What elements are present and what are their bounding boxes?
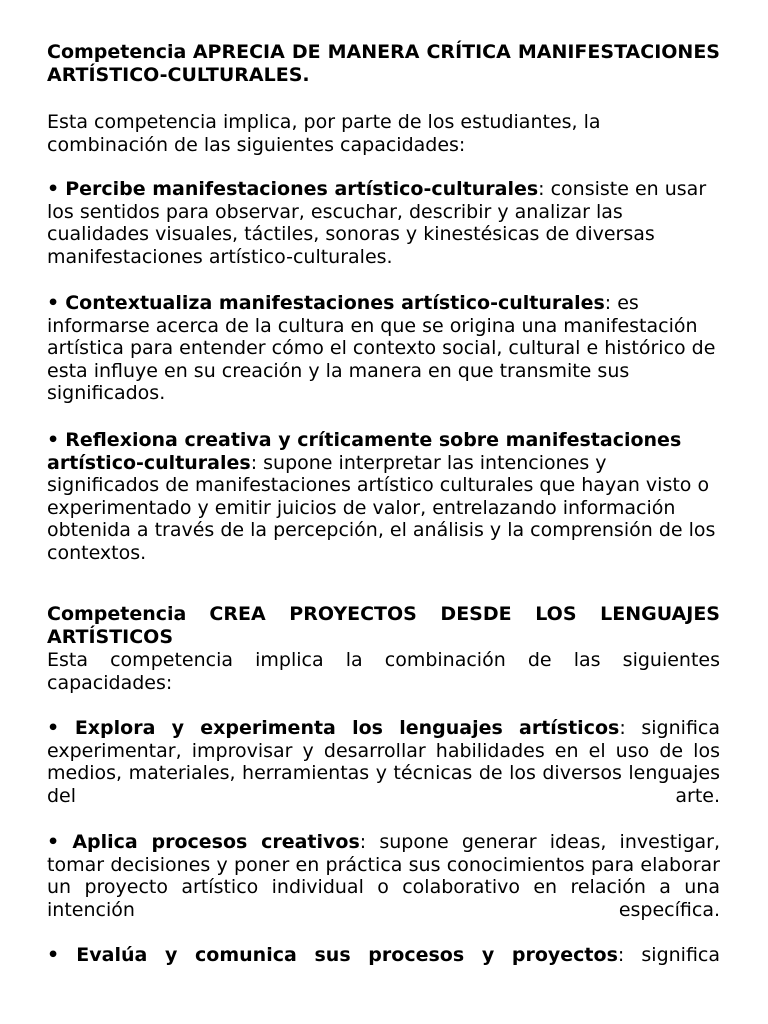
capacity-title: Aplica procesos creativos <box>72 831 360 853</box>
bullet: • <box>47 944 60 966</box>
capacity-item <box>47 944 720 967</box>
capacity-title: Reflexiona creativa y críticamente sobre manifestaciones artístico-culturales <box>47 429 682 474</box>
capacity-title: Contextualiza manifestaciones artístico-culturales <box>65 292 605 314</box>
capacity-item <box>47 831 720 921</box>
section1-intro: Esta competencia implica, por parte de los estudiantes, la combinación de las siguientes capacidades: <box>47 111 601 156</box>
section2-heading-prefix: Competencia <box>47 603 187 625</box>
section1-heading-prefix: Competencia <box>47 41 187 63</box>
capacity-title: Explora y experimenta los lenguajes artísticos <box>74 717 620 739</box>
capacity-text: : significa <box>617 944 721 966</box>
capacity-text: : supone generar ideas, investigar, tomar decisiones y poner en práctica sus conocimientos para elaborar un proyecto artístico individual o colaborativo en relación a una intención específica. <box>47 831 720 921</box>
capacity-item <box>47 292 720 405</box>
section1-heading <box>47 41 720 86</box>
bullet: • <box>47 429 60 451</box>
capacity-title: Percibe manifestaciones artístico-culturales <box>65 178 539 200</box>
section1-heading-title: APRECIA DE MANERA CRÍTICA MANIFESTACIONES ARTÍSTICO-CULTURALES. <box>47 41 720 86</box>
section2-intro: Esta competencia implica la combinación de las siguientes capacidades: <box>47 649 720 694</box>
section2-heading-title: CREA PROYECTOS DESDE LOS LENGUAJES ARTÍSTICOS <box>47 603 720 648</box>
capacity-text: : es informarse acerca de la cultura en que se origina una manifestación artística para entender cómo el contexto social, cultural e histórico de esta influye en su creación y la manera en que transmite sus significados. <box>47 292 716 405</box>
bullet: • <box>47 831 60 853</box>
capacity-item <box>47 178 720 268</box>
bullet: • <box>47 717 60 739</box>
bullet: • <box>47 292 60 314</box>
capacity-item <box>47 717 720 807</box>
bullet: • <box>47 178 60 200</box>
capacity-text: : consiste en usar los sentidos para observar, escuchar, describir y analizar las cualidades visuales, táctiles, sonoras y kinestésicas de diversas manifestaciones artístico-culturales. <box>47 178 707 268</box>
capacity-text: : supone interpretar las intenciones y significados de manifestaciones artístico culturales que hayan visto o experimentado y emitir juicios de valor, entrelazando información obtenida a través de la percepción, el análisis y la comprensión de los contextos. <box>47 451 716 564</box>
capacity-text: : significa experimentar, improvisar y desarrollar habilidades en el uso de los medios, materiales, herramientas y técnicas de los diversos lenguajes del arte. <box>47 717 720 807</box>
capacity-title: Evalúa y comunica sus procesos y proyectos <box>76 944 618 966</box>
capacity-item <box>47 429 720 565</box>
section2-heading <box>47 603 720 648</box>
